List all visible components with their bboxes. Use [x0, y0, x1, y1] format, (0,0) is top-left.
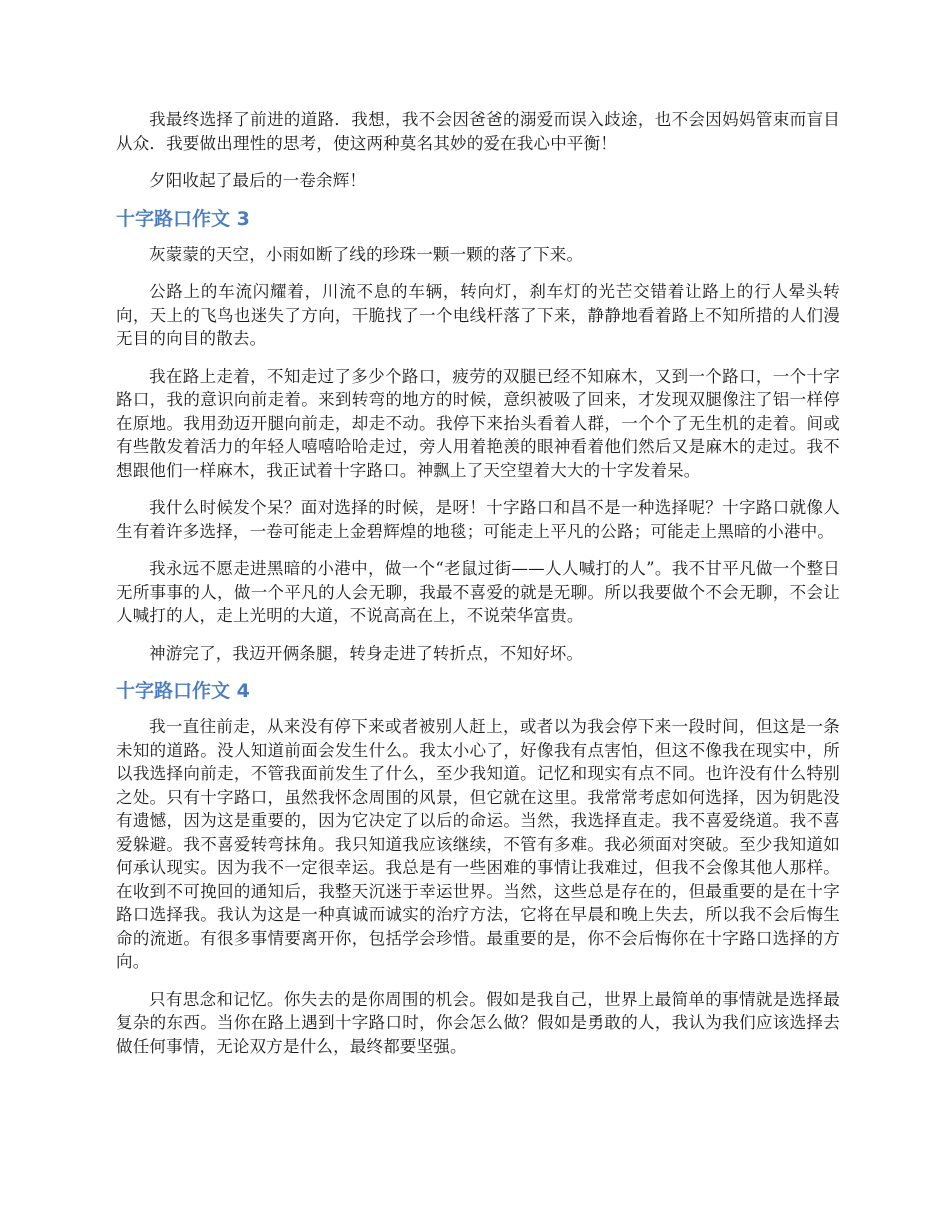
- document-page: [116, 108, 840, 1072]
- paragraph: 夕阳收起了最后的一卷余辉！: [149, 171, 367, 190]
- paragraph: 我什么时候发个呆？面对选择的时候，是呀！十字路口和昌不是一种选择呢？十字路口就像人生有着许多选择，一卷可能走上金碧辉煌的地毯；可能走上平凡的公路；可能走上黑暗的小港中。: [116, 498, 840, 541]
- paragraph: 我最终选择了前进的道路．我想，我不会因爸爸的溺爱而误入歧途，也不会因妈妈管束而盲目从众．我要做出理性的思考，使这两种莫名其妙的爱在我心中平衡！: [116, 110, 840, 153]
- paragraph: 神游完了，我迈开俩条腿，转身走进了转折点，不知好坏。: [149, 643, 584, 663]
- section-heading-3: 十字路口作文 3: [116, 207, 250, 230]
- section-heading-4: 十字路口作文 4: [116, 680, 250, 702]
- paragraph: 我永远不愿走进黑暗的小港中，做一个“老鼠过街——人人喊打的人”。我不甘平凡做一个整日无所事事的人，做一个平凡的人会无聊，我最不喜爱的就是无聊。所以我要做个不会无聊，不会让人喊打的人，走上光明的大道，不说高高在上，不说荣华富贵。: [116, 559, 840, 625]
- paragraph: 灰蒙蒙的天空，小雨如断了线的珍珠一颗一颗的落了下来。: [149, 244, 584, 264]
- paragraph: 我一直往前走，从来没有停下来或者被别人赶上，或者以为我会停下来一段时间，但这是一条未知的道路。没人知道前面会发生什么。我太小心了，好像我有点害怕，但这不像我在现实中，所以我选择向前走，不管我面前发生了什么，至少我知道。记忆和现实有点不同。也许没有什么特别之处。只有十字路口，虽然我怀念周围的风景，但它就在这里。我常常考虑如何选择，因为钥匙没有遗憾，因为这是重要的，因为它决定了以后的命运。当然，我选择直走。我不喜爱绕道。我不喜爱躲避。我不喜爱转弯抹角。我只知道我应该继续，不管有多难。我必须面对突破。至少我知道如何承认现实。因为我不一定很幸运。我总是有一些困难的事情让我难过，但我不会像其他人那样。在收到不可挽回的通知后，我整天沉迷于幸运世界。当然，这些总是存在的，但最重要的是在十字路口选择我。我认为这是一种真诚而诚实的治疗方法，它将在早晨和晚上失去，所以我不会后悔生命的流逝。有很多事情要离开你，包括学会珍惜。最重要的是，你不会后悔你在十字路口选择的方向。: [116, 717, 840, 971]
- paragraph: 公路上的车流闪耀着，川流不息的车辆，转向灯，刹车灯的光芒交错着让路上的行人晕头转向，天上的飞鸟也迷失了方向，干脆找了一个电线杆落了下来，静静地看着路上不知所措的人们漫无目的向目的散去。: [116, 282, 840, 348]
- paragraph: 我在路上走着，不知走过了多少个路口，疲劳的双腿已经不知麻木，又到一个路口，一个十字路口，我的意识向前走着。来到转弯的地方的时候，意织被吸了回来，才发现双腿像注了铝一样停在原地。我用劲迈开腿向前走，却走不动。我停下来抬头看着人群，一个个了无生机的走着。间或有些散发着活力的年轻人嘻嘻哈哈走过，旁人用着艳羡的眼神看着他们然后又是麻木的走过。我不想跟他们一样麻木，我正试着十字路口。神飘上了天空望着大大的十字发着呆。: [116, 366, 840, 480]
- paragraph: 只有思念和记忆。你失去的是你周围的机会。假如是我自己，世界上最简单的事情就是选择最复杂的东西。当你在路上遇到十字路口时，你会怎么做？假如是勇敢的人，我认为我们应该选择去做任何事情，无论双方是什么，最终都要坚强。: [116, 989, 840, 1056]
